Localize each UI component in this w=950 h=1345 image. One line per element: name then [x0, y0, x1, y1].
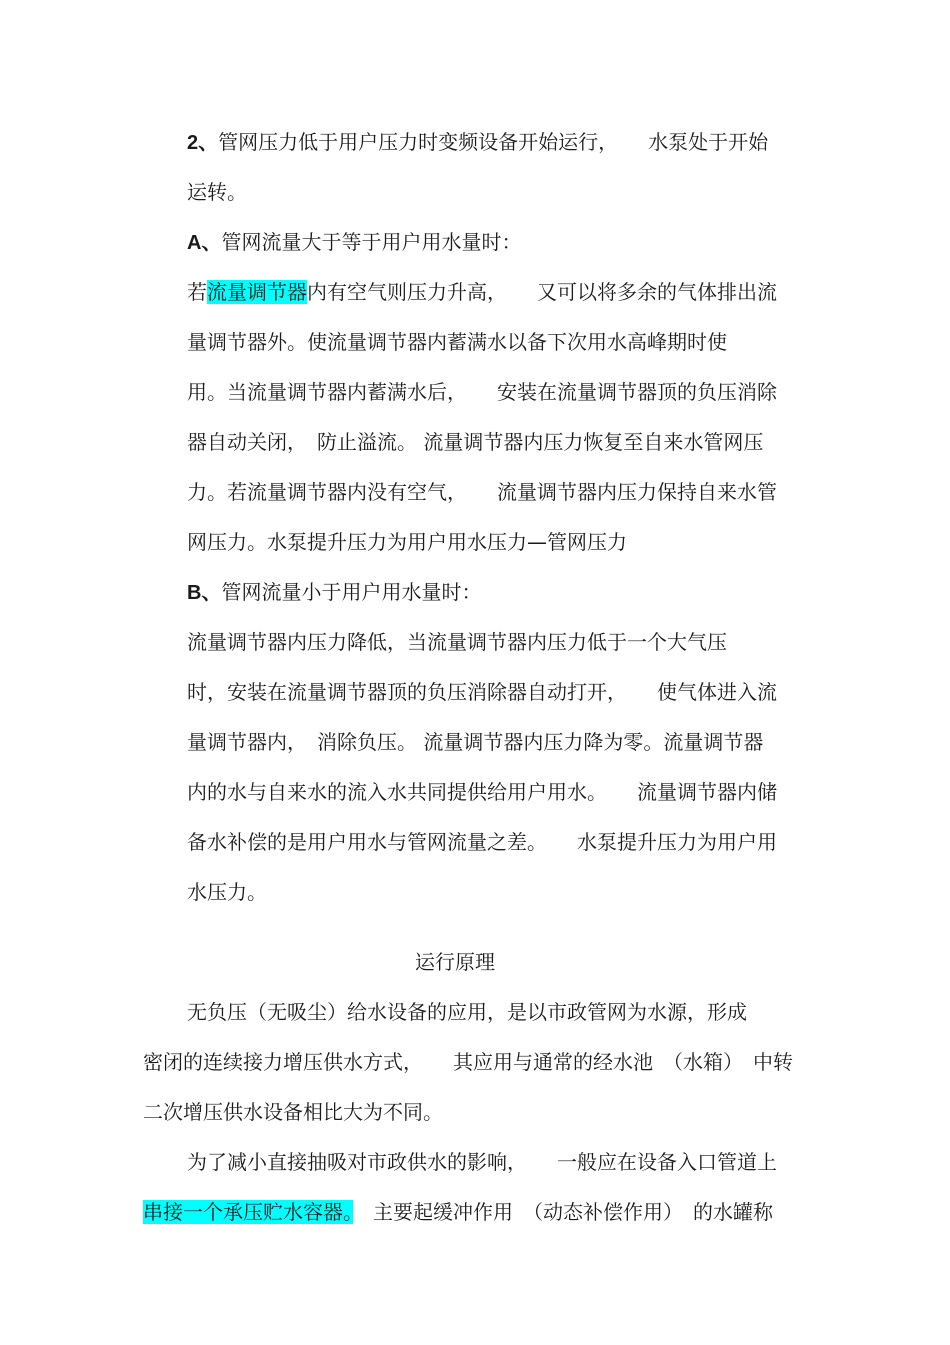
- case-b-line-5: 备水补偿的是用户用水与管网流量之差。 水泵提升压力为用户用: [187, 830, 777, 854]
- case-a-line-5: 力。若流量调节器内没有空气， 流量调节器内压力保持自来水管: [187, 480, 777, 504]
- case-b-line-3: 量调节器内， 消除负压。 流量调节器内压力降为零。流量调节器: [187, 730, 764, 754]
- principle-line-4: 为了减小直接抽吸对市政供水的影响， 一般应在设备入口管道上: [187, 1150, 777, 1174]
- case-a-label: A、: [187, 232, 222, 254]
- case-b-heading: [187, 578, 481, 607]
- case-b-line-4: 内的水与自来水的流入水共同提供给用户用水。 流量调节器内储: [187, 780, 777, 804]
- case-b-line-1: 流量调节器内压力降低，当流量调节器内压力低于一个大气压: [187, 630, 727, 654]
- case-a-line-1: [187, 278, 777, 306]
- section-2-number: 2、: [187, 132, 219, 154]
- case-b-line-6: 水压力。: [187, 880, 267, 904]
- highlighted-text: 流量调节器: [207, 280, 307, 304]
- case-b-heading-text: 管网流量小于用户用水量时：: [221, 580, 482, 604]
- principle-line-5-rest: 主要起缓冲作用 （动态补偿作用） 的水罐称: [353, 1200, 773, 1224]
- case-a-line-2: 量调节器外。使流量调节器内蓄满水以备下次用水高峰期时使: [187, 330, 727, 354]
- case-b-label: B、: [187, 582, 222, 604]
- principle-line-2: 密闭的连续接力增压供水方式， 其应用与通常的经水池 （水箱） 中转: [143, 1050, 793, 1074]
- case-a-heading: [187, 228, 521, 257]
- section-2-text: 管网压力低于用户压力时变频设备开始运行， 水泵处于开始: [218, 130, 769, 154]
- principle-line-3: 二次增压供水设备相比大为不同。: [143, 1100, 443, 1124]
- section-title: 运行原理: [415, 950, 495, 974]
- case-a-line-4: 器自动关闭， 防止溢流。 流量调节器内压力恢复至自来水管网压: [187, 430, 764, 454]
- section-2-line-1: [187, 128, 768, 157]
- highlighted-text: 串接一个承压贮水容器。: [143, 1200, 353, 1224]
- section-2-line-2: 运转。: [187, 180, 247, 204]
- case-a-line-6: 网压力。水泵提升压力为用户用水压力—管网压力: [187, 530, 627, 554]
- case-a-heading-text: 管网流量大于等于用户用水量时：: [221, 230, 522, 254]
- case-b-line-2: 时，安装在流量调节器顶的负压消除器自动打开， 使气体进入流: [187, 680, 777, 704]
- case-a-line-1-prefix: 若: [187, 280, 207, 304]
- principle-line-5: [143, 1198, 773, 1226]
- case-a-line-1-rest: 内有空气则压力升高， 又可以将多余的气体排出流: [307, 280, 777, 304]
- case-a-line-3: 用。当流量调节器内蓄满水后， 安装在流量调节器顶的负压消除: [187, 380, 777, 404]
- principle-line-1: 无负压（无吸尘）给水设备的应用，是以市政管网为水源，形成: [187, 1000, 747, 1024]
